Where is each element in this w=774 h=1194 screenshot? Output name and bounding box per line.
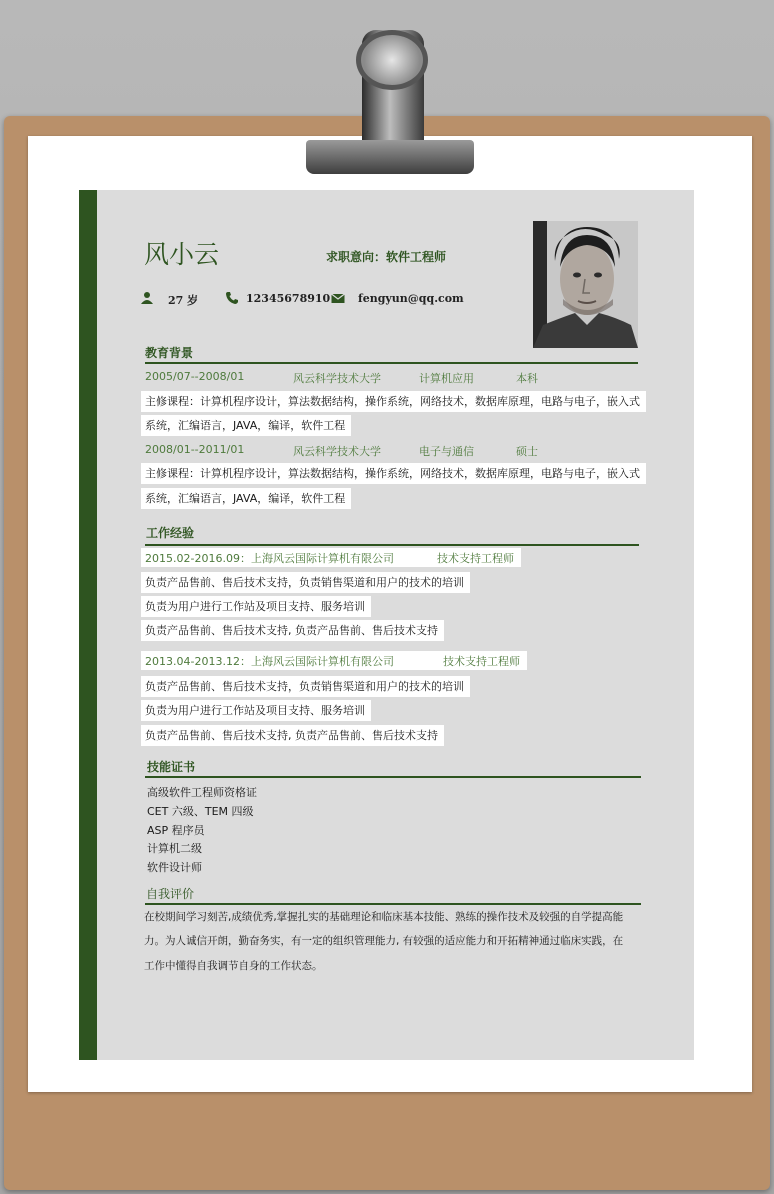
- job-duty: 负责产品售前、售后技术支持, 负责产品售前、售后技术支持: [141, 620, 444, 641]
- job-company: 2015.02-2016.09：上海风云国际计算机有限公司: [145, 552, 394, 565]
- edu-course-line: 系统，汇编语言，JAVA，编译，软件工程: [141, 488, 351, 509]
- edu-degree: 本科: [516, 372, 538, 385]
- self-eval-line: 力。为人诚信开朗，勤奋务实，有一定的组织管理能力, 有较强的适应能力和开拓精神通过临床实践，在: [144, 935, 624, 947]
- self-eval-divider: [145, 903, 641, 905]
- edu-degree: 硕士: [516, 445, 538, 458]
- skill-item: 计算机二级: [147, 842, 202, 855]
- edu-course-line: 主修课程：计算机程序设计，算法数据结构，操作系统，网络技术，数据库原理，电路与电子，嵌入式: [141, 463, 646, 484]
- edu-major: 计算机应用: [419, 372, 474, 385]
- job-role: 技术支持工程师: [443, 655, 520, 668]
- edu-course-line: 系统，汇编语言，JAVA，编译，软件工程: [141, 415, 351, 436]
- skill-item: ASP 程序员: [147, 824, 205, 837]
- job-duty: 负责产品售前、售后技术支持，负责销售渠道和用户的技术的培训: [141, 676, 470, 697]
- accent-sidebar: [79, 190, 97, 1060]
- mail-icon: [331, 292, 345, 306]
- clip-ring: [356, 30, 428, 90]
- education-divider: [145, 362, 638, 364]
- skill-item: 高级软件工程师资格证: [147, 786, 257, 799]
- profile-photo: [533, 221, 638, 348]
- edu-period: 2008/01--2011/01: [145, 443, 245, 456]
- job-intent: 求职意向：软件工程师: [326, 250, 447, 264]
- resume-sheet: [79, 190, 694, 1060]
- edu-period: 2005/07--2008/01: [145, 370, 245, 383]
- clip-base: [306, 140, 474, 174]
- edu-major: 电子与通信: [419, 445, 474, 458]
- work-title: 工作经验: [146, 526, 195, 540]
- self-eval-line: 工作中懂得自我调节自身的工作状态。: [144, 960, 323, 972]
- edu-school: 风云科学技术大学: [293, 372, 381, 385]
- phone-text: 12345678910: [246, 292, 331, 305]
- phone-icon: [225, 291, 239, 305]
- self-eval-title: 自我评价: [146, 887, 195, 901]
- candidate-name: 风小云: [144, 240, 220, 269]
- skill-item: CET 六级、TEM 四级: [147, 805, 254, 818]
- person-icon: [140, 291, 154, 305]
- work-job-header: [141, 651, 527, 670]
- email-text: fengyun@qq.com: [358, 292, 464, 305]
- edu-school: 风云科学技术大学: [293, 445, 381, 458]
- edu-course-line: 主修课程：计算机程序设计，算法数据结构，操作系统，网络技术，数据库原理，电路与电子，嵌入式: [141, 391, 646, 412]
- job-role: 技术支持工程师: [437, 552, 514, 565]
- skill-item: 软件设计师: [147, 861, 202, 874]
- self-eval-line: 在校期间学习刻苦,成绩优秀,掌握扎实的基础理论和临床基本技能、熟练的操作技术及较强的自学提高能: [144, 911, 624, 923]
- job-duty: 负责产品售前、售后技术支持, 负责产品售前、售后技术支持: [141, 725, 444, 746]
- job-company: 2013.04-2013.12：上海风云国际计算机有限公司: [145, 655, 394, 668]
- skills-divider: [145, 776, 641, 778]
- skills-title: 技能证书: [147, 760, 196, 774]
- job-duty: 负责产品售前、售后技术支持，负责销售渠道和用户的技术的培训: [141, 572, 470, 593]
- education-title: 教育背景: [145, 346, 194, 360]
- work-divider: [145, 544, 639, 546]
- age-text: 27 岁: [168, 294, 199, 307]
- job-duty: 负责为用户进行工作站及项目支持、服务培训: [141, 700, 371, 721]
- work-job-header: [141, 548, 521, 567]
- job-duty: 负责为用户进行工作站及项目支持、服务培训: [141, 596, 371, 617]
